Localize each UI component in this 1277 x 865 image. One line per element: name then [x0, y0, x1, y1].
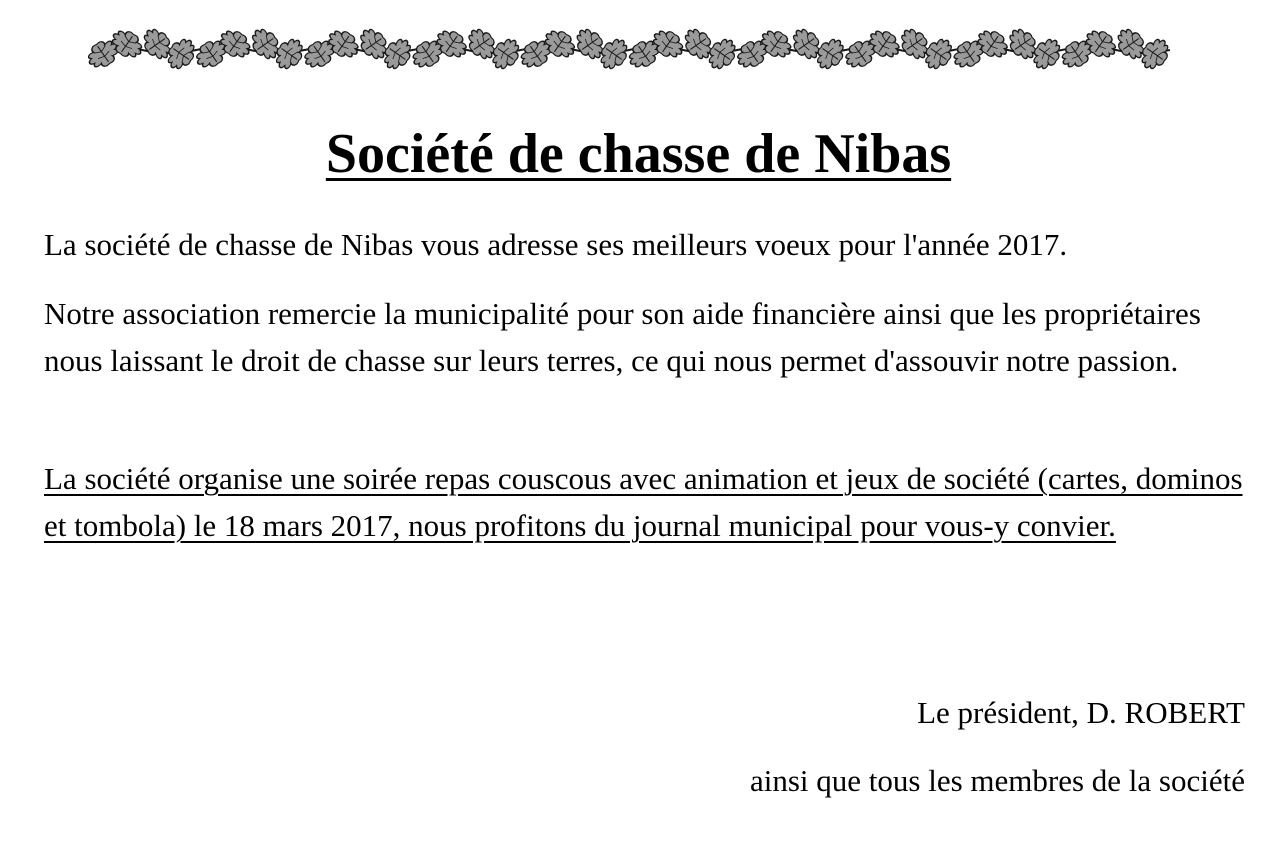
signature-president: Le président, D. ROBERT: [917, 695, 1245, 730]
oak-leaf-garland-icon: [88, 26, 1170, 72]
page-title-text: Société de chasse de Nibas: [325, 123, 952, 185]
greeting-paragraph: La société de chasse de Nibas vous adresse ses meilleurs voeux pour l'année 2017.: [44, 227, 1068, 262]
signature-members: ainsi que tous les membres de la société: [749, 763, 1245, 798]
page-title: [0, 118, 1277, 190]
thanks-paragraph: Notre association remercie la municipalité pour son aide financière ainsi que les propriétaires nous laissant le droit de chasse sur leurs terres, ce qui nous permet d'assouvir notre passion.: [44, 296, 1201, 378]
event-paragraph: La société organise une soirée repas couscous avec animation et jeux de société (cartes, dominos et tombola) le 18 mars 2017, nous profitons du journal municipal pour vous-y convier.: [44, 461, 1243, 543]
